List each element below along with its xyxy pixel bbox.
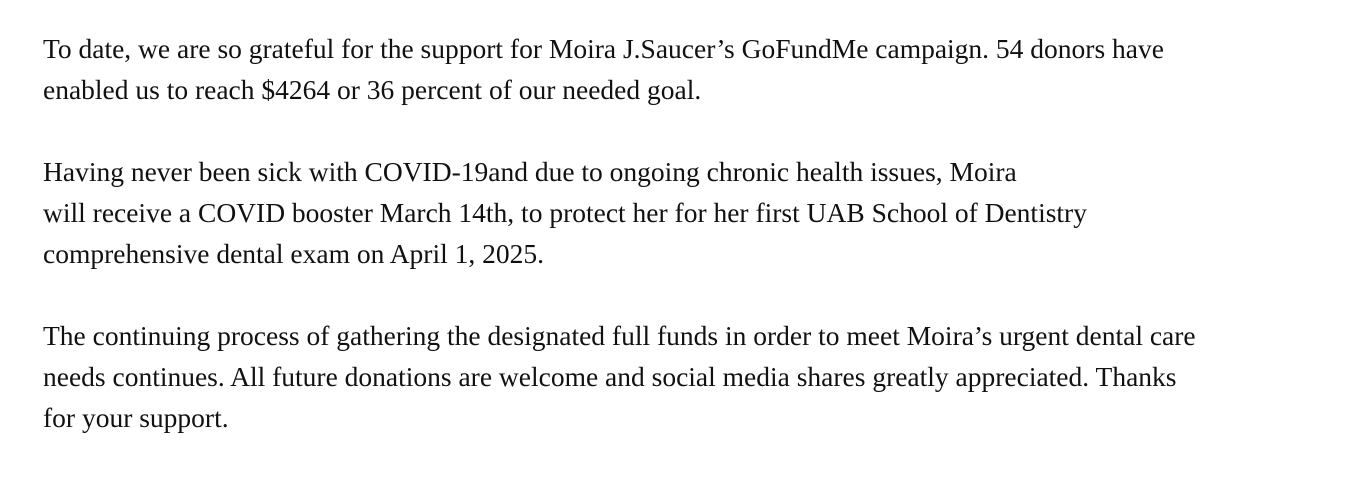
text-line: needs continues. All future donations are welcome and social media shares greatly appreciated. Thanks: [43, 361, 1177, 392]
paragraph-health-update: [43, 151, 1343, 274]
paragraph-call-to-action: [43, 315, 1343, 438]
text-line: The continuing process of gathering the designated full funds in order to meet Moira’s urgent dental care: [43, 320, 1196, 351]
text-line: Having never been sick with COVID-19and due to ongoing chronic health issues, Moira: [43, 156, 1017, 187]
document-body: [43, 28, 1343, 479]
text-line: To date, we are so grateful for the support for Moira J.Saucer’s GoFundMe campaign. 54 donors have: [43, 33, 1164, 64]
text-line: for your support.: [43, 402, 229, 433]
text-line: will receive a COVID booster March 14th, to protect her for her first UAB School of Dentistry: [43, 197, 1087, 228]
text-line: comprehensive dental exam on April 1, 2025.: [43, 238, 544, 269]
text-line: enabled us to reach $4264 or 36 percent of our needed goal.: [43, 74, 702, 105]
paragraph-progress: [43, 28, 1343, 110]
